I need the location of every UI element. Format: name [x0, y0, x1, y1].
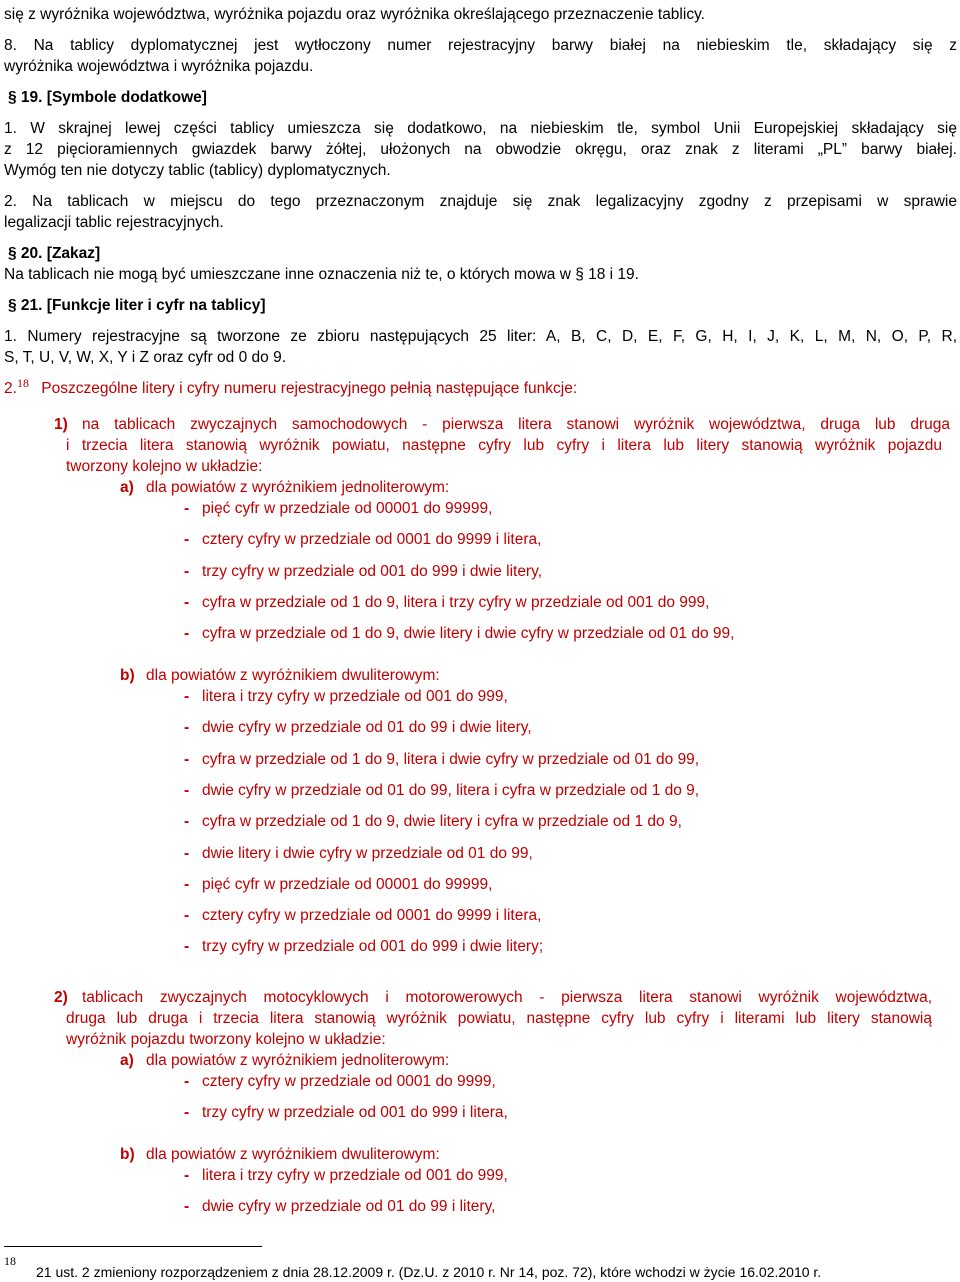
list-dash: -: [184, 593, 190, 611]
list-dash: -: [184, 1104, 190, 1122]
section-20-heading: § 20. [Zakaz]: [8, 245, 101, 262]
list-item: cztery cyfry w przedziale od 0001 do 9999 i litera,: [202, 907, 542, 925]
list-dash: -: [184, 625, 190, 643]
list-item: dwie litery i dwie cyfry w przedziale od 01 do 99,: [202, 844, 533, 862]
item-1-line-2: i trzecia litera stanowią wyróżnik powiatu, następne cyfry lub cyfry i litera lub litery stanowią wyróżnik pojazdu: [66, 437, 942, 454]
list-dash: -: [184, 531, 190, 549]
list-item: trzy cyfry w przedziale od 001 do 999 i litera,: [202, 1104, 508, 1122]
list-dash: -: [184, 562, 190, 580]
section-21-p2-text: Poszczególne litery i cyfry numeru rejestracyjnego pełnią następujące funkcje:: [41, 380, 578, 397]
list-item: litera i trzy cyfry w przedziale od 001 do 999,: [202, 688, 508, 705]
footnote-reference: 18: [16, 375, 29, 390]
list-item: dwie cyfry w przedziale od 01 do 99, litera i cyfra w przedziale od 1 do 9,: [202, 781, 700, 799]
item-1-line-3: tworzony kolejno w układzie:: [66, 458, 263, 475]
section-19-p2-line-1: 2. Na tablicach w miejscu do tego przeznaczonym znajduje się znak legalizacyjny zgodny z przepisami w sprawie: [4, 193, 957, 210]
footnote-divider: [4, 1246, 262, 1247]
footnote-text: 21 ust. 2 zmieniony rozporządzeniem z dnia 28.12.2009 r. (Dz.U. z 2010 r. Nr 14, poz. 72), które wchodzi w życie 16.02.2010 r.: [36, 1264, 822, 1280]
item-2b-label: b): [120, 1146, 135, 1163]
list-item: dwie cyfry w przedziale od 01 do 99 i litery,: [202, 1198, 496, 1216]
item-2-number: 2): [54, 989, 68, 1006]
section-19-p2-line-2: legalizacji tablic rejestracyjnych.: [4, 214, 224, 231]
list-item: dwie cyfry w przedziale od 01 do 99 i dwie litery,: [202, 719, 532, 737]
list-dash: -: [184, 938, 190, 956]
list-dash: -: [184, 750, 190, 768]
item-2a-label: a): [120, 1052, 134, 1069]
item-2-line-3: wyróżnik pojazdu tworzony kolejno w układzie:: [66, 1031, 386, 1048]
list-dash: -: [184, 781, 190, 799]
list-dash: -: [184, 1198, 190, 1216]
list-dash: -: [184, 1167, 190, 1184]
list-item: trzy cyfry w przedziale od 001 do 999 i dwie litery;: [202, 938, 544, 956]
item-2-line-2: druga lub druga i trzecia litera stanowią wyróżnik powiatu, następne cyfry lub cyfry i literami lub litery stanowią: [66, 1010, 932, 1027]
section-19-p1-line-3: Wymóg ten nie dotyczy tablic (tablicy) dyplomatycznych.: [4, 162, 391, 179]
list-item: cyfra w przedziale od 1 do 9, litera i trzy cyfry w przedziale od 001 do 999,: [202, 593, 710, 611]
item-1-number: 1): [54, 416, 68, 433]
list-item: cyfra w przedziale od 1 do 9, dwie litery i dwie cyfry w przedziale od 01 do 99,: [202, 625, 735, 643]
list-item: cyfra w przedziale od 1 do 9, dwie litery i cyfra w przedziale od 1 do 9,: [202, 813, 682, 831]
section-21-p2-number: 2.: [4, 380, 17, 397]
list-dash: -: [184, 907, 190, 925]
list-item: cyfra w przedziale od 1 do 9, litera i dwie cyfry w przedziale od 01 do 99,: [202, 750, 700, 768]
list-dash: -: [184, 875, 190, 893]
list-item: pięć cyfr w przedziale od 00001 do 99999,: [202, 500, 493, 517]
item-1a-text: dla powiatów z wyróżnikiem jednoliterowym:: [146, 479, 450, 496]
section-19-heading: § 19. [Symbole dodatkowe]: [8, 89, 207, 106]
item-1b-text: dla powiatów z wyróżnikiem dwuliterowym:: [146, 667, 440, 684]
item-1-line-1: na tablicach zwyczajnych samochodowych - pierwsza litera stanowi wyróżnik województwa, druga lub druga: [82, 416, 950, 433]
item-2a-text: dla powiatów z wyróżnikiem jednoliterowym:: [146, 1052, 450, 1069]
list-dash: -: [184, 688, 190, 705]
item-1a-label: a): [120, 479, 134, 496]
section-21-p2: [4, 375, 578, 399]
item-2-line-1: tablicach zwyczajnych motocyklowych i motorowerowych - pierwsza litera stanowi wyróżnik województwa,: [82, 989, 932, 1006]
footnote-mark: 18: [4, 1254, 16, 1268]
list-dash: -: [184, 1073, 190, 1090]
paragraph-8-line-1: 8. Na tablicy dyplomatycznej jest wytłoczony numer rejestracyjny barwy białej na niebieskim tle, składający się z: [4, 37, 957, 54]
list-dash: -: [184, 813, 190, 831]
item-2b-text: dla powiatów z wyróżnikiem dwuliterowym:: [146, 1146, 440, 1163]
section-19-p1-line-1: 1. W skrajnej lewej części tablicy umieszcza się dodatkowo, na niebieskim tle, symbol Unii Europejskiej składający się: [4, 120, 957, 137]
list-item: trzy cyfry w przedziale od 001 do 999 i dwie litery,: [202, 562, 543, 580]
list-dash: -: [184, 844, 190, 862]
section-21-p1-line-2: S, T, U, V, W, X, Y i Z oraz cyfr od 0 do 9.: [4, 349, 286, 366]
section-21-p1-line-1: 1. Numery rejestracyjne są tworzone ze zbioru następujących 25 liter: A, B, C, D, E, F, G, H, I, J, K, L, M, N, O, P, R,: [4, 328, 957, 345]
item-1b-label: b): [120, 667, 135, 684]
section-21-heading: § 21. [Funkcje liter i cyfr na tablicy]: [8, 297, 266, 314]
section-20-text: Na tablicach nie mogą być umieszczane inne oznaczenia niż te, o których mowa w § 18 i 19.: [4, 266, 639, 283]
list-item: litera i trzy cyfry w przedziale od 001 do 999,: [202, 1167, 508, 1184]
list-dash: -: [184, 500, 190, 517]
list-item: cztery cyfry w przedziale od 0001 do 9999 i litera,: [202, 531, 542, 549]
list-item: cztery cyfry w przedziale od 0001 do 9999,: [202, 1073, 496, 1090]
paragraph-8-line-2: wyróżnika województwa i wyróżnika pojazdu.: [4, 58, 314, 75]
list-dash: -: [184, 719, 190, 737]
list-item: pięć cyfr w przedziale od 00001 do 99999,: [202, 875, 493, 893]
section-19-p1-line-2: z 12 pięcioramiennych gwiazdek barwy żółtej, ułożonych na obwodzie okręgu, oraz znak z literami „PL” barwy białej.: [4, 141, 957, 158]
paragraph-continuation: się z wyróżnika województwa, wyróżnika pojazdu oraz wyróżnika określającego przeznaczenie tablicy.: [4, 6, 705, 23]
